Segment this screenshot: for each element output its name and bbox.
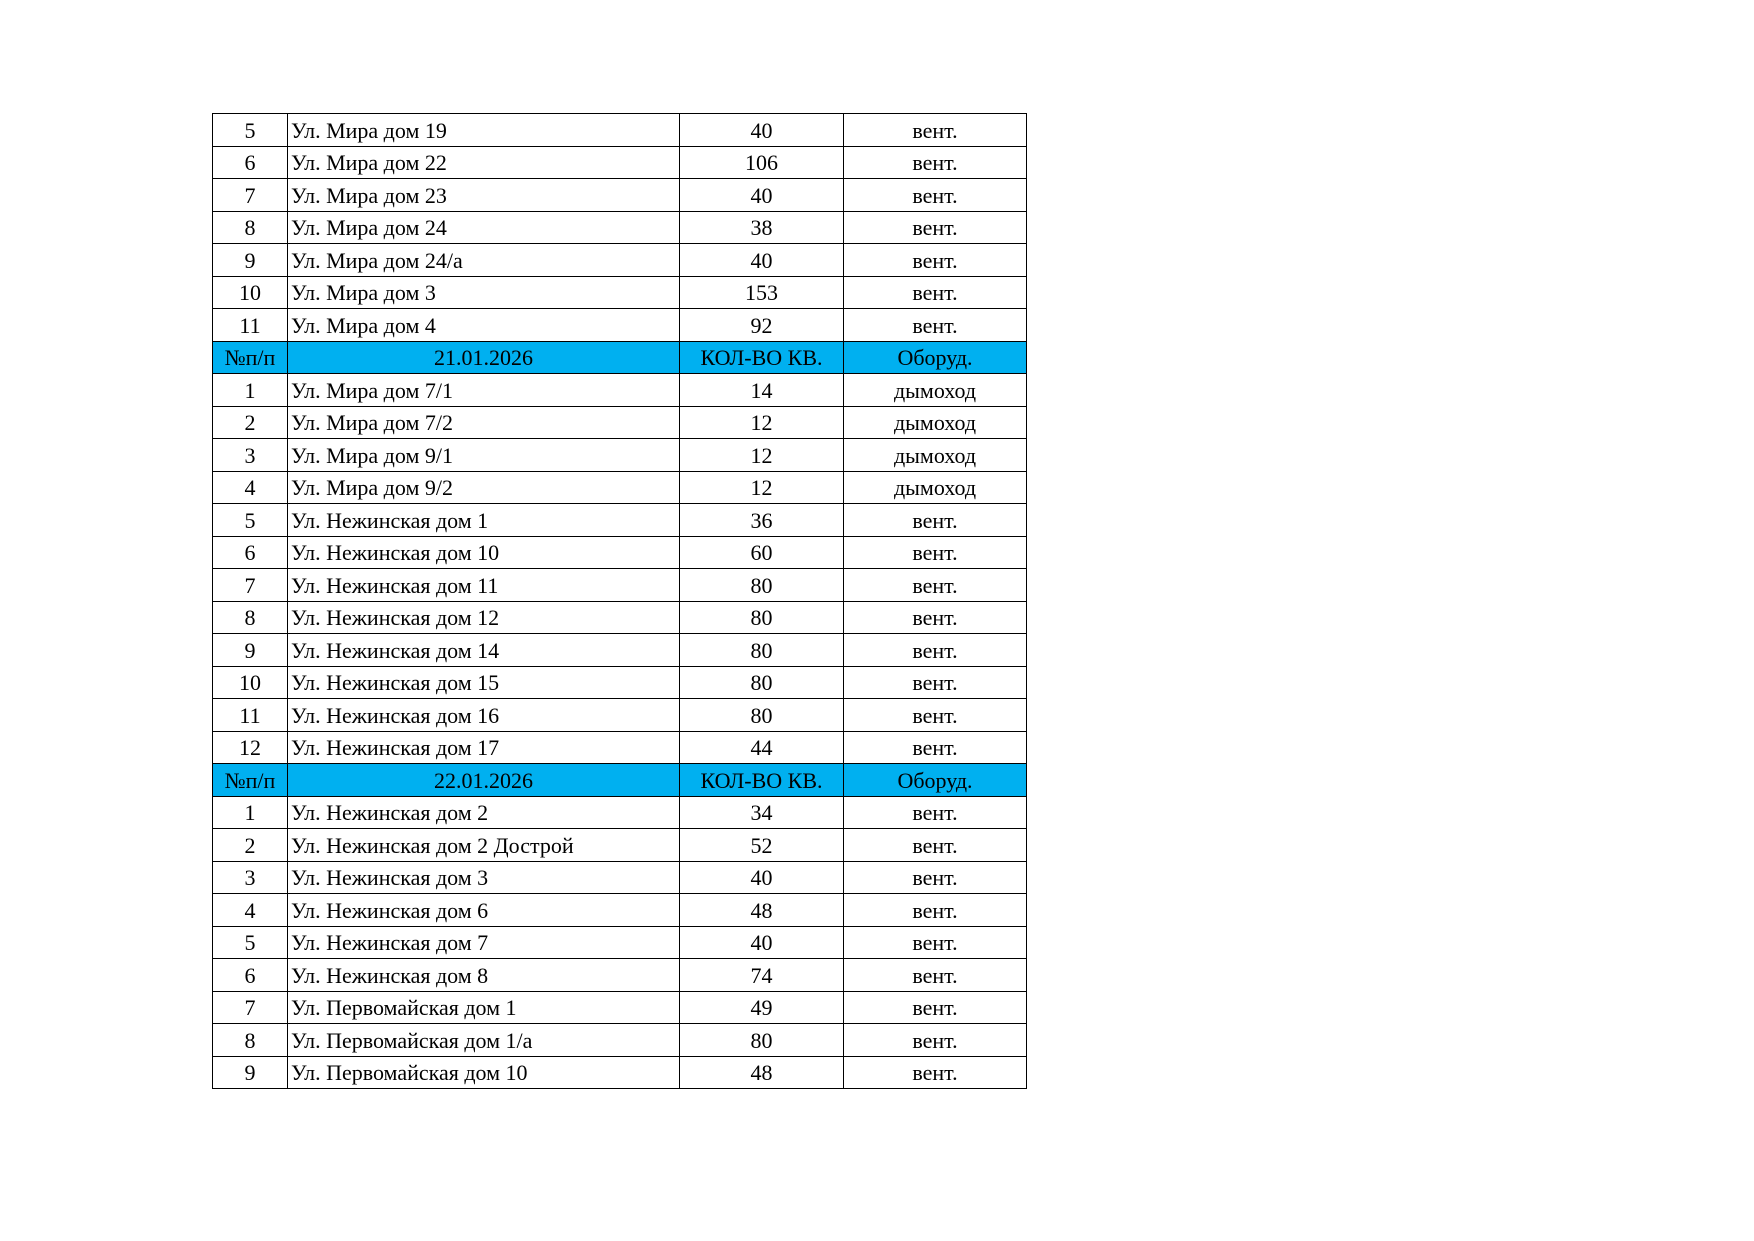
row-number-cell: 7 [213, 991, 288, 1024]
row-number-cell: 9 [213, 1056, 288, 1089]
table-row [213, 991, 1027, 1024]
table-row [213, 926, 1027, 959]
header-date-cell: 22.01.2026 [288, 764, 680, 797]
table-row [213, 699, 1027, 732]
apartment-count-cell: 40 [680, 926, 844, 959]
address-cell: Ул. Нежинская дом 3 [288, 861, 680, 894]
equipment-cell: вент. [844, 926, 1027, 959]
row-number-cell: 8 [213, 601, 288, 634]
equipment-cell: вент. [844, 114, 1027, 147]
table-row [213, 861, 1027, 894]
apartment-count-cell: 80 [680, 1024, 844, 1057]
row-number-cell: 1 [213, 796, 288, 829]
apartment-count-cell: 36 [680, 504, 844, 537]
equipment-cell: вент. [844, 861, 1027, 894]
table-row [213, 731, 1027, 764]
table-row [213, 179, 1027, 212]
equipment-cell: вент. [844, 536, 1027, 569]
table-row [213, 634, 1027, 667]
equipment-cell: дымоход [844, 374, 1027, 407]
apartment-count-cell: 12 [680, 471, 844, 504]
table-row [213, 406, 1027, 439]
table-row [213, 829, 1027, 862]
address-cell: Ул. Нежинская дом 2 Дострой [288, 829, 680, 862]
equipment-cell: вент. [844, 504, 1027, 537]
equipment-cell: дымоход [844, 471, 1027, 504]
apartment-count-cell: 48 [680, 894, 844, 927]
address-cell: Ул. Мира дом 24 [288, 211, 680, 244]
address-cell: Ул. Первомайская дом 10 [288, 1056, 680, 1089]
address-cell: Ул. Нежинская дом 8 [288, 959, 680, 992]
address-cell: Ул. Нежинская дом 6 [288, 894, 680, 927]
address-cell: Ул. Нежинская дом 16 [288, 699, 680, 732]
address-cell: Ул. Мира дом 9/2 [288, 471, 680, 504]
row-number-cell: 9 [213, 244, 288, 277]
table-row [213, 276, 1027, 309]
table-row [213, 569, 1027, 602]
table-row [213, 536, 1027, 569]
equipment-cell: вент. [844, 1024, 1027, 1057]
equipment-cell: вент. [844, 211, 1027, 244]
equipment-cell: вент. [844, 731, 1027, 764]
apartment-count-cell: 106 [680, 146, 844, 179]
apartment-count-cell: 80 [680, 634, 844, 667]
equipment-cell: вент. [844, 179, 1027, 212]
address-cell: Ул. Мира дом 7/2 [288, 406, 680, 439]
row-number-cell: 3 [213, 439, 288, 472]
date-header-row [213, 341, 1027, 374]
equipment-cell: вент. [844, 796, 1027, 829]
row-number-cell: 11 [213, 309, 288, 342]
row-number-cell: 5 [213, 926, 288, 959]
apartment-count-cell: 49 [680, 991, 844, 1024]
equipment-cell: вент. [844, 666, 1027, 699]
row-number-cell: 11 [213, 699, 288, 732]
apartment-count-cell: 92 [680, 309, 844, 342]
address-cell: Ул. Нежинская дом 11 [288, 569, 680, 602]
apartment-count-cell: 38 [680, 211, 844, 244]
equipment-cell: вент. [844, 244, 1027, 277]
address-cell: Ул. Мира дом 24/а [288, 244, 680, 277]
equipment-cell: вент. [844, 309, 1027, 342]
row-number-cell: 2 [213, 829, 288, 862]
row-number-cell: 6 [213, 959, 288, 992]
table-row [213, 504, 1027, 537]
row-number-cell: 6 [213, 146, 288, 179]
row-number-cell: 4 [213, 471, 288, 504]
equipment-cell: вент. [844, 959, 1027, 992]
schedule-table [212, 113, 1027, 1089]
schedule-table-body [213, 114, 1027, 1089]
apartment-count-cell: 153 [680, 276, 844, 309]
apartment-count-cell: 52 [680, 829, 844, 862]
header-equipment-cell: Оборуд. [844, 764, 1027, 797]
table-row [213, 796, 1027, 829]
address-cell: Ул. Мира дом 19 [288, 114, 680, 147]
table-row [213, 1024, 1027, 1057]
equipment-cell: вент. [844, 894, 1027, 927]
apartment-count-cell: 40 [680, 861, 844, 894]
row-number-cell: 2 [213, 406, 288, 439]
row-number-cell: 10 [213, 666, 288, 699]
apartment-count-cell: 80 [680, 569, 844, 602]
apartment-count-cell: 60 [680, 536, 844, 569]
address-cell: Ул. Мира дом 7/1 [288, 374, 680, 407]
table-row [213, 114, 1027, 147]
address-cell: Ул. Первомайская дом 1 [288, 991, 680, 1024]
apartment-count-cell: 80 [680, 666, 844, 699]
apartment-count-cell: 12 [680, 439, 844, 472]
row-number-cell: 7 [213, 179, 288, 212]
apartment-count-cell: 40 [680, 244, 844, 277]
row-number-cell: 1 [213, 374, 288, 407]
address-cell: Ул. Нежинская дом 1 [288, 504, 680, 537]
equipment-cell: вент. [844, 634, 1027, 667]
row-number-cell: 10 [213, 276, 288, 309]
row-number-cell: 4 [213, 894, 288, 927]
table-row [213, 146, 1027, 179]
table-row [213, 1056, 1027, 1089]
header-number-cell: №п/п [213, 341, 288, 374]
table-row [213, 211, 1027, 244]
equipment-cell: вент. [844, 146, 1027, 179]
row-number-cell: 3 [213, 861, 288, 894]
apartment-count-cell: 14 [680, 374, 844, 407]
address-cell: Ул. Мира дом 23 [288, 179, 680, 212]
header-quantity-cell: КОЛ-ВО КВ. [680, 341, 844, 374]
table-row [213, 374, 1027, 407]
apartment-count-cell: 40 [680, 179, 844, 212]
row-number-cell: 5 [213, 504, 288, 537]
equipment-cell: вент. [844, 276, 1027, 309]
apartment-count-cell: 34 [680, 796, 844, 829]
address-cell: Ул. Нежинская дом 15 [288, 666, 680, 699]
row-number-cell: 6 [213, 536, 288, 569]
header-number-cell: №п/п [213, 764, 288, 797]
apartment-count-cell: 74 [680, 959, 844, 992]
address-cell: Ул. Нежинская дом 17 [288, 731, 680, 764]
row-number-cell: 8 [213, 211, 288, 244]
address-cell: Ул. Мира дом 3 [288, 276, 680, 309]
address-cell: Ул. Нежинская дом 10 [288, 536, 680, 569]
address-cell: Ул. Нежинская дом 7 [288, 926, 680, 959]
header-quantity-cell: КОЛ-ВО КВ. [680, 764, 844, 797]
equipment-cell: вент. [844, 1056, 1027, 1089]
apartment-count-cell: 80 [680, 699, 844, 732]
row-number-cell: 5 [213, 114, 288, 147]
equipment-cell: дымоход [844, 406, 1027, 439]
table-row [213, 244, 1027, 277]
address-cell: Ул. Мира дом 22 [288, 146, 680, 179]
equipment-cell: вент. [844, 829, 1027, 862]
table-row [213, 959, 1027, 992]
equipment-cell: вент. [844, 601, 1027, 634]
table-row [213, 309, 1027, 342]
header-equipment-cell: Оборуд. [844, 341, 1027, 374]
apartment-count-cell: 48 [680, 1056, 844, 1089]
row-number-cell: 7 [213, 569, 288, 602]
row-number-cell: 12 [213, 731, 288, 764]
equipment-cell: вент. [844, 569, 1027, 602]
apartment-count-cell: 80 [680, 601, 844, 634]
row-number-cell: 8 [213, 1024, 288, 1057]
apartment-count-cell: 40 [680, 114, 844, 147]
equipment-cell: вент. [844, 991, 1027, 1024]
address-cell: Ул. Мира дом 4 [288, 309, 680, 342]
table-row [213, 601, 1027, 634]
address-cell: Ул. Нежинская дом 2 [288, 796, 680, 829]
address-cell: Ул. Нежинская дом 12 [288, 601, 680, 634]
equipment-cell: вент. [844, 699, 1027, 732]
address-cell: Ул. Нежинская дом 14 [288, 634, 680, 667]
apartment-count-cell: 44 [680, 731, 844, 764]
table-row [213, 894, 1027, 927]
apartment-count-cell: 12 [680, 406, 844, 439]
address-cell: Ул. Мира дом 9/1 [288, 439, 680, 472]
address-cell: Ул. Первомайская дом 1/а [288, 1024, 680, 1057]
table-row [213, 471, 1027, 504]
table-row [213, 666, 1027, 699]
row-number-cell: 9 [213, 634, 288, 667]
table-row [213, 439, 1027, 472]
equipment-cell: дымоход [844, 439, 1027, 472]
date-header-row [213, 764, 1027, 797]
header-date-cell: 21.01.2026 [288, 341, 680, 374]
